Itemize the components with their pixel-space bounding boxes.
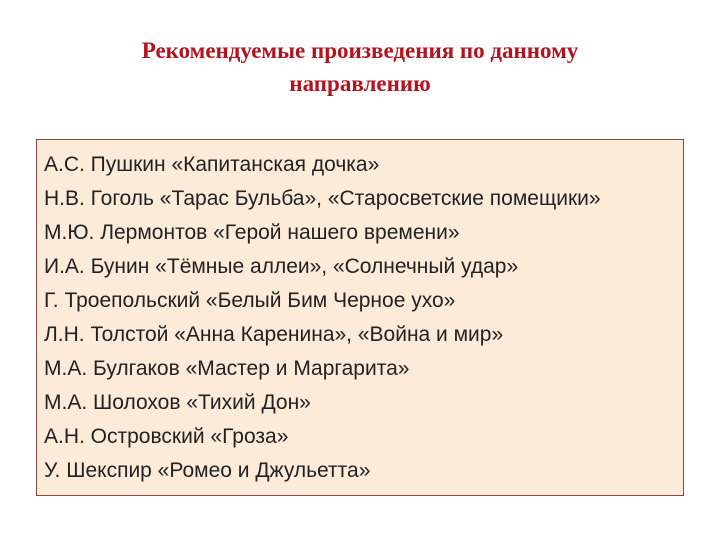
list-item: И.А. Бунин «Тёмные аллеи», «Солнечный удар»: [44, 255, 519, 278]
list-item: М.А. Булгаков «Мастер и Маргарита»: [44, 357, 410, 380]
list-item: Н.В. Гоголь «Тарас Бульба», «Старосветские помещики»: [44, 187, 601, 210]
recommended-works-list: [37, 140, 683, 488]
list-item: А.С. Пушкин «Капитанская дочка»: [44, 153, 380, 176]
slide-title-line-1: Рекомендуемые произведения по данному: [141, 38, 579, 63]
slide-title-line-2: направлению: [289, 71, 431, 96]
list-item: А.Н. Островский «Гроза»: [44, 425, 289, 448]
list-item: М.Ю. Лермонтов «Герой нашего времени»: [44, 221, 460, 244]
list-item: Л.Н. Толстой «Анна Каренина», «Война и мир»: [44, 323, 504, 346]
recommended-works-box: [36, 139, 684, 496]
list-item: У. Шекспир «Ромео и Джульетта»: [44, 459, 371, 482]
list-item: Г. Троепольский «Белый Бим Черное ухо»: [44, 289, 456, 312]
slide-title: [40, 34, 680, 100]
list-item: М.А. Шолохов «Тихий Дон»: [44, 391, 311, 414]
